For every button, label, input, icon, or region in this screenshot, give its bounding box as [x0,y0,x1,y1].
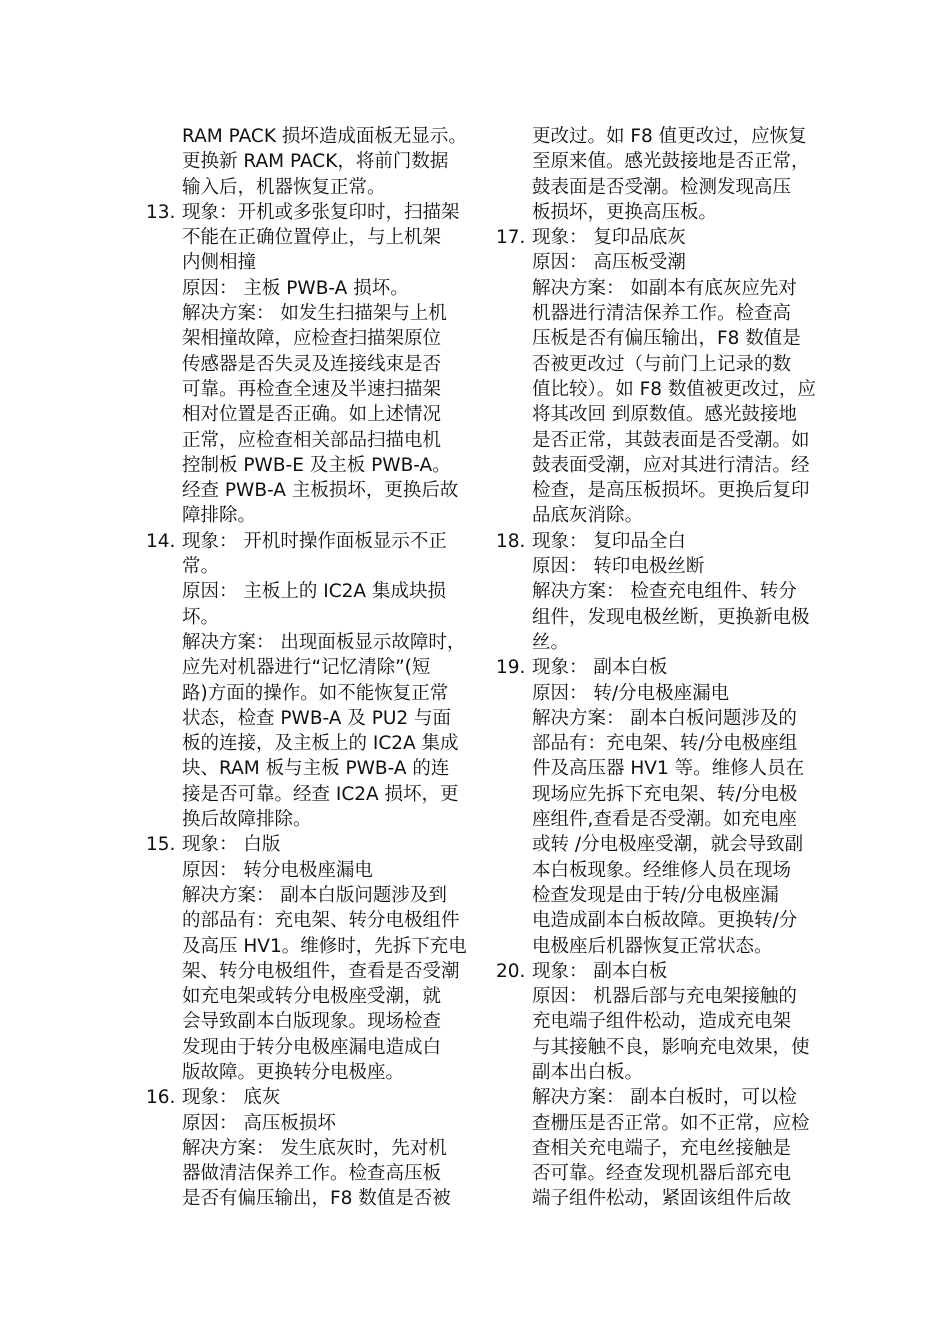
text-line [146,681,476,706]
line-text: 更改过。如 F8 值更改过，应恢复 [532,126,807,147]
line-text: 现象： 副本白板 [532,657,668,679]
text-line [496,579,816,604]
text-line [496,250,816,275]
line-text: 鼓表面是否受潮。检测发现高压 [532,176,792,198]
line-text: 经查 PWB-A 主板损坏，更换后故 [182,480,459,502]
line-text: 会导致副本白版现象。现场检查 [182,1011,442,1033]
text-line [496,605,816,630]
text-line [496,554,816,579]
line-text: 发现由于转分电极座漏电造成白 [182,1036,442,1058]
line-text: RAM PACK 损坏造成面板无显示。 [182,126,467,147]
line-text: 充电端子组件松动，造成充电架 [532,1011,792,1033]
text-line [146,655,476,680]
text-line [496,756,816,781]
line-text: 版故障。更换转分电极座。 [182,1061,405,1083]
numbered-item-line [146,529,476,554]
line-text: 路)方面的操作。如不能恢复正常 [182,682,449,704]
text-line [146,1009,476,1034]
text-line [496,782,816,807]
text-line [146,731,476,756]
line-text: 坏。 [182,606,220,628]
line-text: 解决方案： 副本白版问题涉及到 [182,884,447,906]
line-text: 否可靠。经查发现机器后部充电 [532,1163,792,1185]
text-line [146,934,476,959]
line-text: 原因： 主板上的 IC2A 集成块损 [182,581,446,603]
line-text: 原因： 高压板受潮 [532,252,686,274]
text-line [496,908,816,933]
line-text: 常。 [182,556,220,578]
text-line [496,1035,816,1060]
line-text: 解决方案： 发生底灰时，先对机 [182,1137,447,1159]
text-line [496,276,816,301]
text-line [496,402,816,427]
text-line [146,984,476,1009]
text-line [146,1060,476,1085]
line-text: 的部品有：充电架、转分电极组件 [182,910,460,932]
right-column [496,124,816,1212]
item-number: 15. [146,834,176,856]
text-line [146,579,476,604]
text-line [146,908,476,933]
line-text: 检查发现是由于转/分电极座漏 [532,884,779,906]
text-line [146,959,476,984]
text-line [496,1111,816,1136]
text-line [496,984,816,1009]
text-line [146,756,476,781]
line-text: 原因： 转分电极座漏电 [182,859,373,881]
text-line [146,782,476,807]
text-line [496,1186,816,1211]
line-text: 架相撞故障，应检查扫描架原位 [182,328,442,350]
line-text: 应先对机器进行“记忆清除”(短 [182,657,431,679]
item-number: 19. [496,657,526,679]
line-text: 原因： 主板 PWB-A 损坏。 [182,277,409,299]
line-text: 传感器是否失灵及连接线束是否 [182,353,442,375]
line-text: 接是否可靠。经查 IC2A 损坏，更 [182,783,459,805]
text-line [496,706,816,731]
text-line [496,681,816,706]
numbered-item-line [146,1085,476,1110]
text-line [146,326,476,351]
text-line [146,630,476,655]
line-text: 解决方案： 如发生扫描架与上机 [182,303,447,325]
line-text: 解决方案： 出现面板显示故障时， [182,631,466,653]
line-text: 相对位置是否正确。如上述情况 [182,404,442,426]
line-text: 件及高压器 HV1 等。维修人员在 [532,758,805,780]
line-text: 状态，检查 PWB-A 及 PU2 与面 [182,707,452,729]
text-line [146,1111,476,1136]
text-line [496,731,816,756]
text-line [496,1161,816,1186]
line-text: 现象： 开机时操作面板显示不正 [182,530,447,552]
text-line [496,352,816,377]
text-line [146,858,476,883]
line-text: 鼓表面受潮，应对其进行清洁。经 [532,454,810,476]
text-line [146,1186,476,1211]
line-text: 品底灰消除。 [532,505,644,527]
text-line [146,225,476,250]
line-text: 可靠。再检查全速及半速扫描架 [182,378,442,400]
text-line [146,276,476,301]
line-text: 不能在正确位置停止，与上机架 [182,227,442,249]
numbered-item-line [496,225,816,250]
text-line [496,377,816,402]
line-text: 压板是否有偏压输出，F8 数值是 [532,328,801,350]
text-line [496,883,816,908]
text-line [146,402,476,427]
line-text: 更换新 RAM PACK，将前门数据 [182,151,449,173]
line-text: 查相关充电端子，充电丝接触是 [532,1137,792,1159]
text-line [496,1085,816,1110]
text-line [146,124,476,149]
text-line [146,478,476,503]
line-text: 原因： 转/分电极座漏电 [532,682,730,704]
text-line [496,326,816,351]
text-line [496,175,816,200]
text-line [146,250,476,275]
line-text: 块、RAM 板与主板 PWB-A 的连 [182,758,450,780]
line-text: 现象： 底灰 [182,1087,281,1109]
line-text: 板的连接，及主板上的 IC2A 集成 [182,733,459,755]
text-line [146,1161,476,1186]
numbered-item-line [496,529,816,554]
line-text: 组件，发现电极丝断，更换新电极 [532,606,810,628]
line-text: 电造成副本白板故障。更换转/分 [532,910,798,932]
line-text: 机器进行清洁保养工作。检查高 [532,303,792,325]
text-line [146,149,476,174]
line-text: 器做清洁保养工作。检查高压板 [182,1163,442,1185]
line-text: 是否有偏压输出，F8 数值是否被 [182,1188,451,1210]
line-text: 解决方案： 如副本有底灰应先对 [532,277,797,299]
line-text: 内侧相撞 [182,252,257,274]
text-line [496,832,816,857]
line-text: 与其接触不良，影响充电效果，使 [532,1036,810,1058]
item-number: 16. [146,1087,176,1109]
text-line [496,858,816,883]
numbered-item-line [146,200,476,225]
line-text: 部品有：充电架、转/分电极座组 [532,733,798,755]
text-line [496,934,816,959]
text-line [496,1009,816,1034]
text-line [496,428,816,453]
line-text: 是否正常，其鼓表面是否受潮。如 [532,429,810,451]
text-line [146,352,476,377]
item-number: 14. [146,530,176,552]
line-text: 副本出白板。 [532,1061,644,1083]
item-number: 13. [146,201,176,223]
text-line [496,1136,816,1161]
text-line [146,301,476,326]
line-text: 电极座后机器恢复正常状态。 [532,935,773,957]
text-line [146,428,476,453]
text-line [146,807,476,832]
line-text: 正常，应检查相关部品扫描电机 [182,429,442,451]
text-line [146,1035,476,1060]
text-line [146,883,476,908]
item-number: 17. [496,227,526,249]
line-text: 将其改回 到原数值。感光鼓接地 [532,404,797,426]
text-line [496,630,816,655]
line-text: 现象： 白版 [182,834,281,856]
line-text: 或转 /分电极座受潮，就会导致副 [532,834,804,856]
line-text: 丝。 [532,631,570,653]
line-text: 控制板 PWB-E 及主板 PWB-A。 [182,454,451,476]
item-number: 18. [496,530,526,552]
line-text: 原因： 转印电极丝断 [532,556,705,578]
line-text: 现场应先拆下充电架、转/分电极 [532,783,798,805]
line-text: 查栅压是否正常。如不正常，应检 [532,1112,810,1134]
line-text: 检查，是高压板损坏。更换后复印 [532,480,810,502]
line-text: 障排除。 [182,505,257,527]
line-text: 原因： 高压板损坏 [182,1112,336,1134]
line-text: 解决方案： 副本白板时，可以检 [532,1087,797,1109]
text-line [496,200,816,225]
numbered-item-line [496,959,816,984]
text-line [146,605,476,630]
text-line [496,807,816,832]
item-number: 20. [496,960,526,982]
line-text: 架、转分电极组件，查看是否受潮 [182,960,460,982]
line-text: 输入后，机器恢复正常。 [182,176,386,198]
text-line [496,503,816,528]
left-column [146,124,476,1212]
line-text: 至原来值。感光鼓接地是否正常， [532,151,810,173]
line-text: 座组件,查看是否受潮。如充电座 [532,809,797,831]
line-text: 现象： 副本白板 [532,960,668,982]
line-text: 解决方案： 检查充电组件、转分 [532,581,797,603]
line-text: 原因： 机器后部与充电架接触的 [532,986,797,1008]
line-text: 值比较）。如 F8 数值被更改过，应 [532,378,816,400]
line-text: 现象： 复印品全白 [532,530,686,552]
line-text: 板损坏，更换高压板。 [532,201,718,223]
text-line [496,149,816,174]
text-line [146,175,476,200]
text-line [496,478,816,503]
line-text: 否被更改过（与前门上记录的数 [532,353,792,375]
text-line [146,706,476,731]
line-text: 换后故障排除。 [182,809,312,831]
text-line [146,377,476,402]
text-line [146,1136,476,1161]
line-text: 端子组件松动，紧固该组件后故 [532,1188,792,1210]
text-line [146,503,476,528]
line-text: 现象：开机或多张复印时，扫描架 [182,201,460,223]
text-line [146,453,476,478]
text-line [496,301,816,326]
line-text: 解决方案： 副本白板问题涉及的 [532,707,797,729]
text-line [496,453,816,478]
line-text: 本白板现象。经维修人员在现场 [532,859,792,881]
text-line [496,1060,816,1085]
text-line [496,124,816,149]
line-text: 及高压 HV1。维修时，先拆下充电 [182,935,467,957]
line-text: 如充电架或转分电极座受潮，就 [182,986,442,1008]
text-line [146,554,476,579]
line-text: 现象： 复印品底灰 [532,227,686,249]
numbered-item-line [146,832,476,857]
numbered-item-line [496,655,816,680]
